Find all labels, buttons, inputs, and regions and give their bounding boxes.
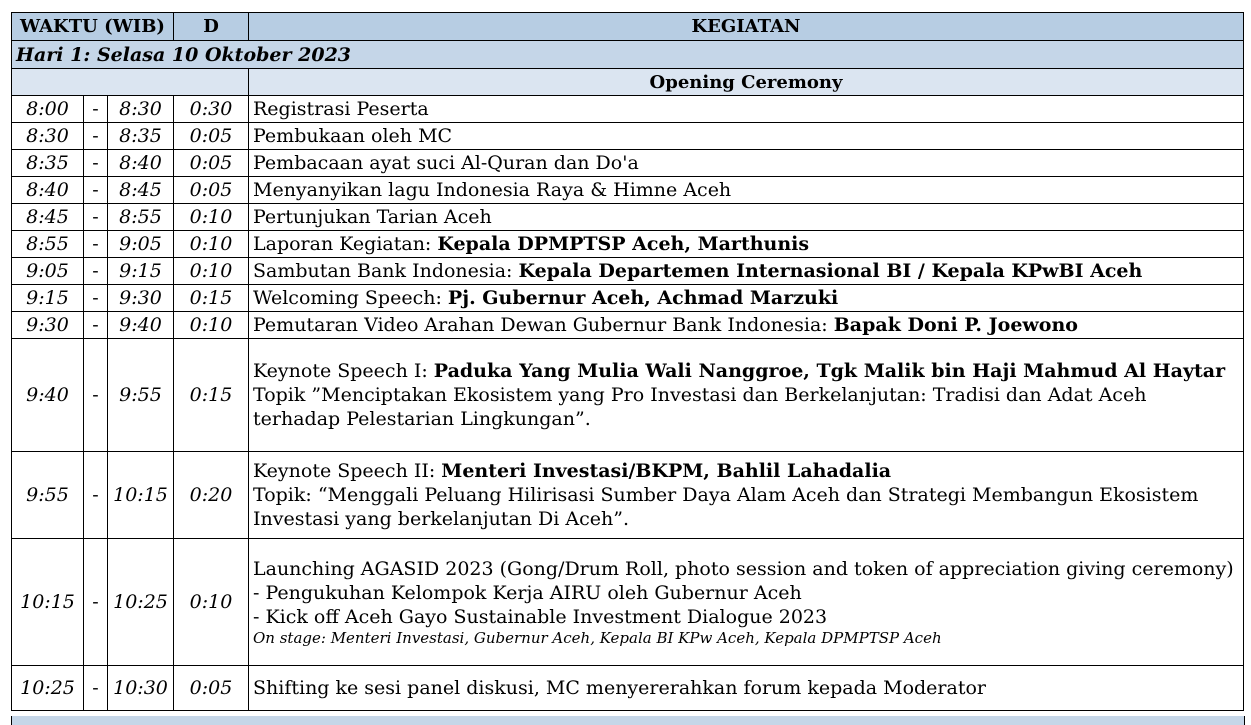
header-row [12,13,1244,41]
next-section-strip [11,716,1245,725]
section-title: Opening Ceremony [249,69,1244,96]
activity-text: Registrasi Peserta [253,98,429,120]
keynote-2-row [12,452,1244,539]
table-row [12,258,1244,285]
end-time: 10:30 [108,666,174,711]
activity [249,96,1244,123]
dash: - [84,150,108,177]
activity-speaker: Menteri Investasi/BKPM, Bahlil Lahadalia [441,460,892,482]
duration: 0:10 [174,312,249,339]
dash: - [84,204,108,231]
activity [249,539,1244,666]
launching-item: - Kick off Aceh Gayo Sustainable Investment Dialogue 2023 [253,605,828,628]
activity [249,312,1244,339]
activity-text: Pemutaran Video Arahan Dewan Gubernur Bank Indonesia: [253,314,834,336]
end-time: 10:25 [108,539,174,666]
activity-speaker: Bapak Doni P. Joewono [833,314,1078,336]
activity-text: Welcoming Speech: [253,287,448,309]
activity-text: Pembukaan oleh MC [253,125,453,147]
activity [249,123,1244,150]
activity-text: Sambutan Bank Indonesia: [253,260,519,282]
dash: - [84,123,108,150]
day-row [12,41,1244,69]
start-time: 8:00 [12,96,84,123]
duration: 0:15 [174,339,249,452]
duration: 0:05 [174,123,249,150]
on-stage-note: On stage: Menteri Investasi, Gubernur Aceh, Kepala BI KPw Aceh, Kepala DPMPTSP Aceh [253,628,942,647]
activity-text: Shifting ke sesi panel diskusi, MC menyererahkan forum kepada Moderator [253,677,986,699]
start-time: 10:15 [12,539,84,666]
keynote-2-line [253,459,1239,483]
activity-text: Laporan Kegiatan: [253,233,438,255]
activity [249,666,1244,711]
start-time: 8:40 [12,177,84,204]
start-time: 9:55 [12,452,84,539]
start-time: 8:55 [12,231,84,258]
start-time: 9:15 [12,285,84,312]
end-time: 8:35 [108,123,174,150]
activity [249,339,1244,452]
header-activity: KEGIATAN [249,13,1244,41]
activity [249,258,1244,285]
shifting-row [12,666,1244,711]
start-time: 9:05 [12,258,84,285]
duration: 0:10 [174,258,249,285]
dash: - [84,96,108,123]
section-row [12,69,1244,96]
activity [249,285,1244,312]
header-time: WAKTU (WIB) [12,13,174,41]
activity [249,177,1244,204]
keynote-1-row [12,339,1244,452]
duration: 0:05 [174,150,249,177]
table-row [12,96,1244,123]
dash: - [84,177,108,204]
duration: 0:20 [174,452,249,539]
activity-text: Pertunjukan Tarian Aceh [253,206,492,228]
activity-text: Menyanyikan lagu Indonesia Raya & Himne Aceh [253,179,732,201]
end-time: 9:05 [108,231,174,258]
launching-item: - Pengukuhan Kelompok Kerja AIRU oleh Gubernur Aceh [253,581,802,604]
duration: 0:15 [174,285,249,312]
end-time: 9:15 [108,258,174,285]
end-time: 8:45 [108,177,174,204]
end-time: 8:40 [108,150,174,177]
table-row [12,150,1244,177]
header-duration: D [174,13,249,41]
table-row [12,177,1244,204]
activity [249,204,1244,231]
table-row [12,123,1244,150]
dash: - [84,339,108,452]
duration: 0:05 [174,177,249,204]
start-time: 10:25 [12,666,84,711]
duration: 0:05 [174,666,249,711]
activity-speaker: Kepala Departemen Internasional BI / Kepala KPwBI Aceh [518,260,1143,282]
launching-row [12,539,1244,666]
keynote-2-topic: Topik: “Menggali Peluang Hilirisasi Sumber Daya Alam Aceh dan Strategi Membangun Ekosistem Investasi yang berkelanjutan Di Aceh”. [253,484,1199,530]
activity [249,231,1244,258]
dash: - [84,666,108,711]
table-row [12,204,1244,231]
dash: - [84,258,108,285]
end-time: 9:55 [108,339,174,452]
start-time: 8:45 [12,204,84,231]
activity-speaker: Pj. Gubernur Aceh, Achmad Marzuki [447,287,839,309]
activity [249,150,1244,177]
end-time: 9:40 [108,312,174,339]
duration: 0:10 [174,231,249,258]
activity-speaker: Kepala DPMPTSP Aceh, Marthunis [437,233,810,255]
dash: - [84,539,108,666]
keynote-1-topic: Topik ”Menciptakan Ekosistem yang Pro Investasi dan Berkelanjutan: Tradisi dan Adat Aceh terhadap Pelestarian Lingkungan”. [253,384,1147,430]
table-row [12,285,1244,312]
launching-title: Launching AGASID 2023 (Gong/Drum Roll, photo session and token of appreciation giving ceremony) [253,557,1234,580]
activity-text: Keynote Speech I: [253,360,434,382]
dash: - [84,285,108,312]
keynote-1-line [253,359,1239,383]
activity-text: Pembacaan ayat suci Al-Quran dan Do'a [253,152,639,174]
duration: 0:10 [174,204,249,231]
agenda-table [11,12,1244,711]
end-time: 10:15 [108,452,174,539]
activity-speaker: Paduka Yang Mulia Wali Nanggroe, Tgk Malik bin Haji Mahmud Al Haytar [433,360,1226,382]
start-time: 8:30 [12,123,84,150]
table-row [12,231,1244,258]
dash: - [84,231,108,258]
dash: - [84,452,108,539]
duration: 0:10 [174,539,249,666]
dash: - [84,312,108,339]
end-time: 8:30 [108,96,174,123]
start-time: 9:40 [12,339,84,452]
end-time: 8:55 [108,204,174,231]
duration: 0:30 [174,96,249,123]
start-time: 8:35 [12,150,84,177]
activity-text: Keynote Speech II: [253,460,442,482]
day-title: Hari 1: Selasa 10 Oktober 2023 [12,41,1244,69]
activity [249,452,1244,539]
start-time: 9:30 [12,312,84,339]
table-row [12,312,1244,339]
end-time: 9:30 [108,285,174,312]
